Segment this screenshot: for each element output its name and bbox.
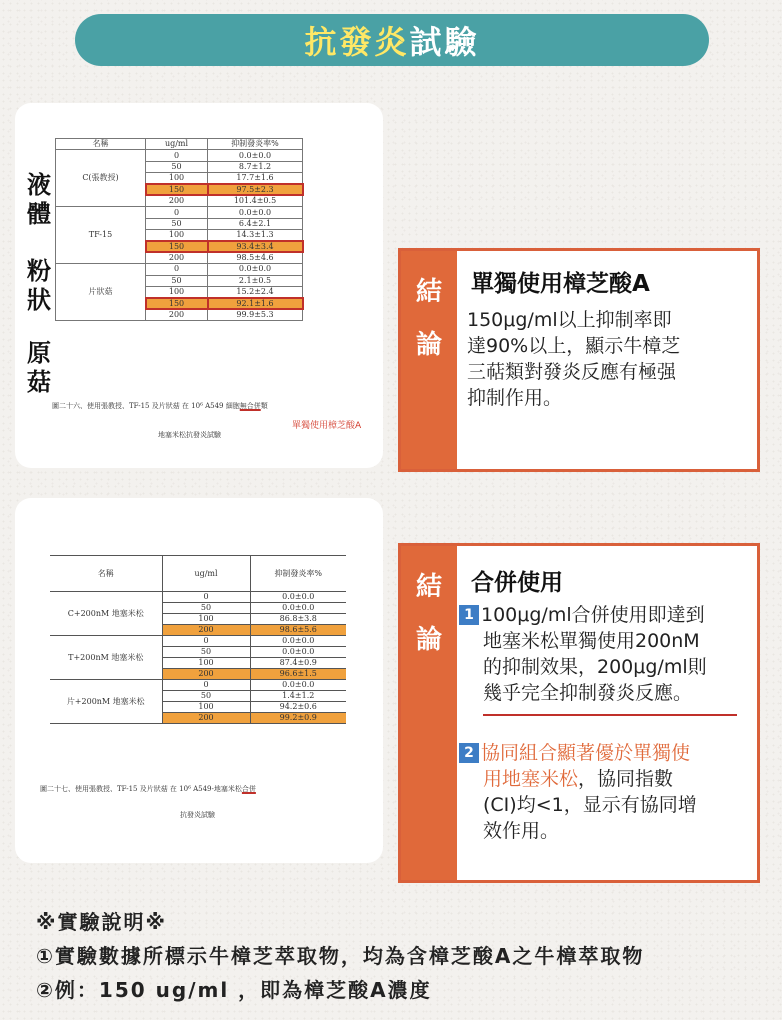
conclusion2-point1: 1 100μg/ml合併使用即達到 地塞米松單獨使用200nM 的抑制效果，200μg/ml則 幾乎完全抑制發炎反應。 (459, 602, 707, 706)
cell: 99.9±5.3 (208, 309, 303, 320)
cell: 150 (146, 184, 208, 195)
table2-caption-line2: 抗發炎試驗 (180, 811, 215, 819)
notes-line1: ①實驗數據所標示牛樟芝萃取物，均為含樟芝酸A之牛樟萃取物 (36, 944, 645, 968)
cell: 94.2±0.6 (250, 702, 346, 713)
cell: 98.6±5.6 (250, 625, 346, 636)
cell: 200 (162, 669, 250, 680)
table-row (56, 264, 303, 275)
cell: 0 (146, 150, 208, 161)
inhibition-table-2 (50, 555, 346, 724)
cell: 0.0±0.0 (250, 603, 346, 614)
cell: 200 (162, 713, 250, 724)
number-badge-2: 2 (459, 743, 479, 763)
notes-line2: ②例：150 ug/ml ，即為樟芝酸A濃度 (36, 978, 432, 1002)
col-rate-header: 抑制發炎率% (208, 139, 303, 150)
left-label-4: 狀 (27, 286, 51, 314)
table-row (50, 636, 346, 647)
col-conc-header: ug/ml (162, 556, 250, 592)
cell: 100 (162, 658, 250, 669)
cell: 93.4±3.4 (208, 241, 303, 252)
cell: 0.0±0.0 (208, 264, 303, 275)
conclusion-side-label: 結 論 (401, 251, 457, 469)
cell: 6.4±2.1 (208, 218, 303, 229)
caption-underlined: 合併 (241, 785, 256, 793)
col-conc-header: ug/ml (146, 139, 208, 150)
experiment-notes (36, 905, 644, 1007)
cell: 99.2±0.9 (250, 713, 346, 724)
table-header (56, 139, 303, 150)
title-banner (75, 14, 709, 66)
group-name: C(張教授) (56, 150, 146, 207)
cell: 92.1±1.6 (208, 298, 303, 309)
conclusion-box-1 (398, 248, 760, 472)
cell: 0.0±0.0 (250, 680, 346, 691)
table-header (50, 556, 346, 592)
cell: 200 (146, 195, 208, 206)
group-name: T+200nM 地塞米松 (50, 636, 162, 680)
table-row (56, 150, 303, 161)
cell: 0.0±0.0 (208, 150, 303, 161)
cell: 2.1±0.5 (208, 275, 303, 286)
cell: 96.6±1.5 (250, 669, 346, 680)
cell: 98.5±4.6 (208, 252, 303, 263)
cell: 100 (146, 287, 208, 298)
cell: 17.7±1.6 (208, 173, 303, 184)
group-name: 片狀菇 (56, 264, 146, 321)
cell: 200 (162, 625, 250, 636)
cell: 0 (146, 207, 208, 218)
inhibition-table-1 (55, 138, 303, 321)
cell: 14.3±1.3 (208, 230, 303, 241)
table1-caption-line2: 地塞米松抗發炎試驗 (158, 431, 221, 439)
conclusion2-point2: 2 協同組合顯著優於單獨使 用地塞米松，協同指數 (CI)均<1，显示有協同增 效作用。 (459, 740, 697, 844)
cell: 0 (146, 264, 208, 275)
cell: 0 (162, 636, 250, 647)
cell: 150 (146, 241, 208, 252)
cell: 50 (146, 161, 208, 172)
table1-caption-line1: 圖二十六、使用張教授、TF-15 及片狀菇 在 10⁶ A549 細胞無合併類 (52, 402, 268, 410)
cell: 8.7±1.2 (208, 161, 303, 172)
cell: 87.4±0.9 (250, 658, 346, 669)
red-note: 單獨使用樟芝酸A (292, 421, 362, 431)
left-label-1: 液 (27, 171, 51, 199)
divider-redline (483, 714, 737, 716)
cell: 50 (162, 647, 250, 658)
notes-title: ※實驗說明※ (36, 910, 167, 934)
number-badge-1: 1 (459, 605, 479, 625)
cell: 97.5±2.3 (208, 184, 303, 195)
left-label-2: 體 (27, 200, 51, 228)
cell: 100 (146, 173, 208, 184)
title-part1: 抗發炎 (304, 23, 410, 61)
conclusion-side-label: 結 論 (401, 546, 457, 880)
left-label-6: 菇 (27, 368, 51, 396)
cell: 1.4±1.2 (250, 691, 346, 702)
cell: 0 (162, 592, 250, 603)
cell: 0.0±0.0 (208, 207, 303, 218)
table2-caption-line1: 圖二十七、使用張教授、TF-15 及片狀菇 在 10⁶ A549-地塞米松合併 (40, 785, 256, 793)
cell: 100 (162, 614, 250, 625)
left-label-3: 粉 (27, 257, 51, 285)
table-row (56, 207, 303, 218)
cell: 200 (146, 309, 208, 320)
cell: 50 (162, 603, 250, 614)
cell: 100 (162, 702, 250, 713)
cell: 50 (162, 691, 250, 702)
cell: 200 (146, 252, 208, 263)
col-name-header: 名稱 (50, 556, 162, 592)
cell: 0 (162, 680, 250, 691)
col-rate-header: 抑制發炎率% (250, 556, 346, 592)
cell: 0.0±0.0 (250, 636, 346, 647)
cell: 0.0±0.0 (250, 592, 346, 603)
table-row (50, 680, 346, 691)
conclusion1-body: 150μg/ml以上抑制率即 達90%以上，顯示牛樟芝 三萜類對發炎反應有極强 抑制作用。 (467, 309, 681, 409)
group-name: 片+200nM 地塞米松 (50, 680, 162, 724)
conclusion-box-2 (398, 543, 760, 883)
group-name: TF-15 (56, 207, 146, 264)
cell: 150 (146, 298, 208, 309)
cell: 86.8±3.8 (250, 614, 346, 625)
conclusion2-heading: 合併使用 (471, 570, 563, 596)
left-label-5: 原 (27, 339, 51, 367)
cell: 100 (146, 230, 208, 241)
group-name: C+200nM 地塞米松 (50, 592, 162, 636)
cell: 50 (146, 275, 208, 286)
cell: 0.0±0.0 (250, 647, 346, 658)
caption-underlined: 無合併 (239, 402, 261, 410)
conclusion1-heading: 單獨使用樟芝酸A (471, 271, 650, 297)
cell: 50 (146, 218, 208, 229)
cell: 15.2±2.4 (208, 287, 303, 298)
title-part2: 試驗 (409, 23, 480, 61)
cell: 101.4±0.5 (208, 195, 303, 206)
col-name-header: 名稱 (56, 139, 146, 150)
table-row (50, 592, 346, 603)
